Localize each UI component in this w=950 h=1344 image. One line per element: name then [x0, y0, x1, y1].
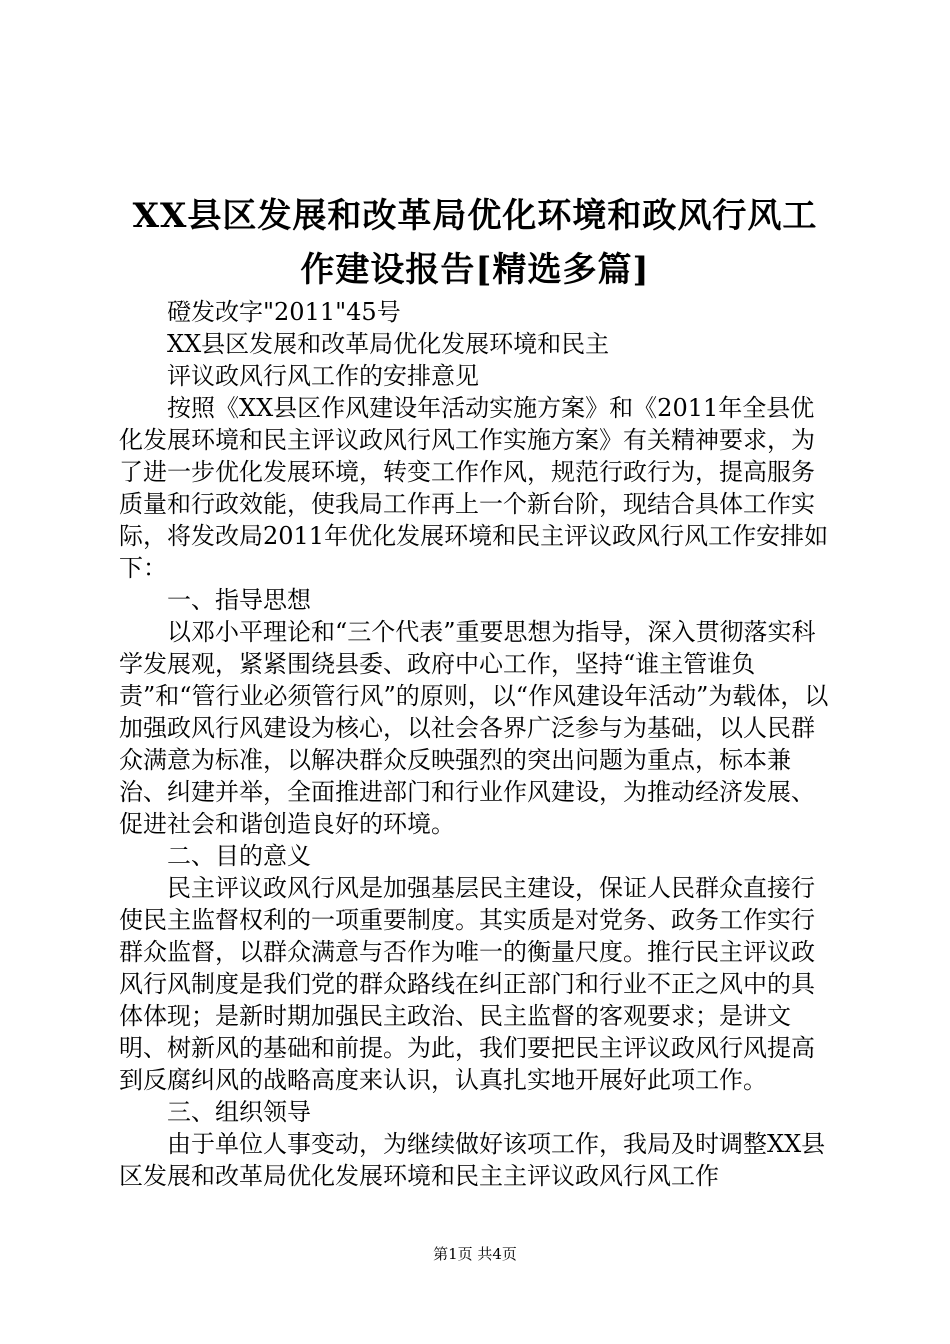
guiding-ideology-paragraph: 以邓小平理论和“三个代表”重要思想为指导，深入贯彻落实科学发展观，紧紧围绕县委、政府中心工作，坚持“谁主管谁负责”和“管行业必须管行风”的原则，以“作风建设年活动”为载体，以加强政风行风建设为核心，以社会各界广泛参与为基础，以人民群众满意为标准，以解决群众反映强烈的突出问题为重点，标本兼治、纠建并举，全面推进部门和行业作风建设，为推动经济发展、促进社会和谐创造良好的环境。: [119, 618, 829, 838]
document-title-line-2: 作建设报告[精选多篇]: [300, 250, 650, 290]
document-body: [119, 296, 835, 1192]
purpose-paragraph: 民主评议政风行风是加强基层民主建设，保证人民群众直接行使民主监督权利的一项重要制度。其实质是对党务、政务工作实行群众监督，以群众满意与否作为唯一的衡量尺度。推行民主评议政风行风制度是我们党的群众路线在纠正部门和行业不正之风中的具体体现；是新时期加强民主政治、民主监督的客观要求；是讲文明、树新风的基础和前提。为此，我们要把民主评议政风行风提高到反腐纠风的战略高度来认识，认真扎实地开展好此项工作。: [119, 874, 815, 1094]
document-title-line-1: XX县区发展和改革局优化环境和政风行风工: [132, 196, 818, 236]
document-number: 磴发改字"2011"45号: [167, 298, 401, 326]
subtitle-line-1: XX县区发展和改革局优化发展环境和民主: [167, 330, 610, 358]
subtitle-line-2: 评议政风行风工作的安排意见: [167, 362, 479, 390]
section-heading-leadership: 三、组织领导: [167, 1098, 311, 1126]
page-number-footer: 第1页 共4页: [433, 1245, 517, 1263]
leadership-paragraph: 由于单位人事变动，为继续做好该项工作，我局及时调整XX县区发展和改革局优化发展环境和民主主评议政风行风工作: [119, 1130, 826, 1190]
section-heading-purpose: 二、目的意义: [167, 842, 311, 870]
intro-paragraph: 按照《XX县区作风建设年活动实施方案》和《2011年全县优化发展环境和民主评议政风行风工作实施方案》有关精神要求，为了进一步优化发展环境，转变工作作风，规范行政行为，提高服务质量和行政效能，使我局工作再上一个新台阶，现结合具体工作实际，将发改局2011年优化发展环境和民主评议政风行风工作安排如下：: [119, 394, 829, 582]
section-heading-guiding-ideology: 一、指导思想: [167, 586, 311, 614]
